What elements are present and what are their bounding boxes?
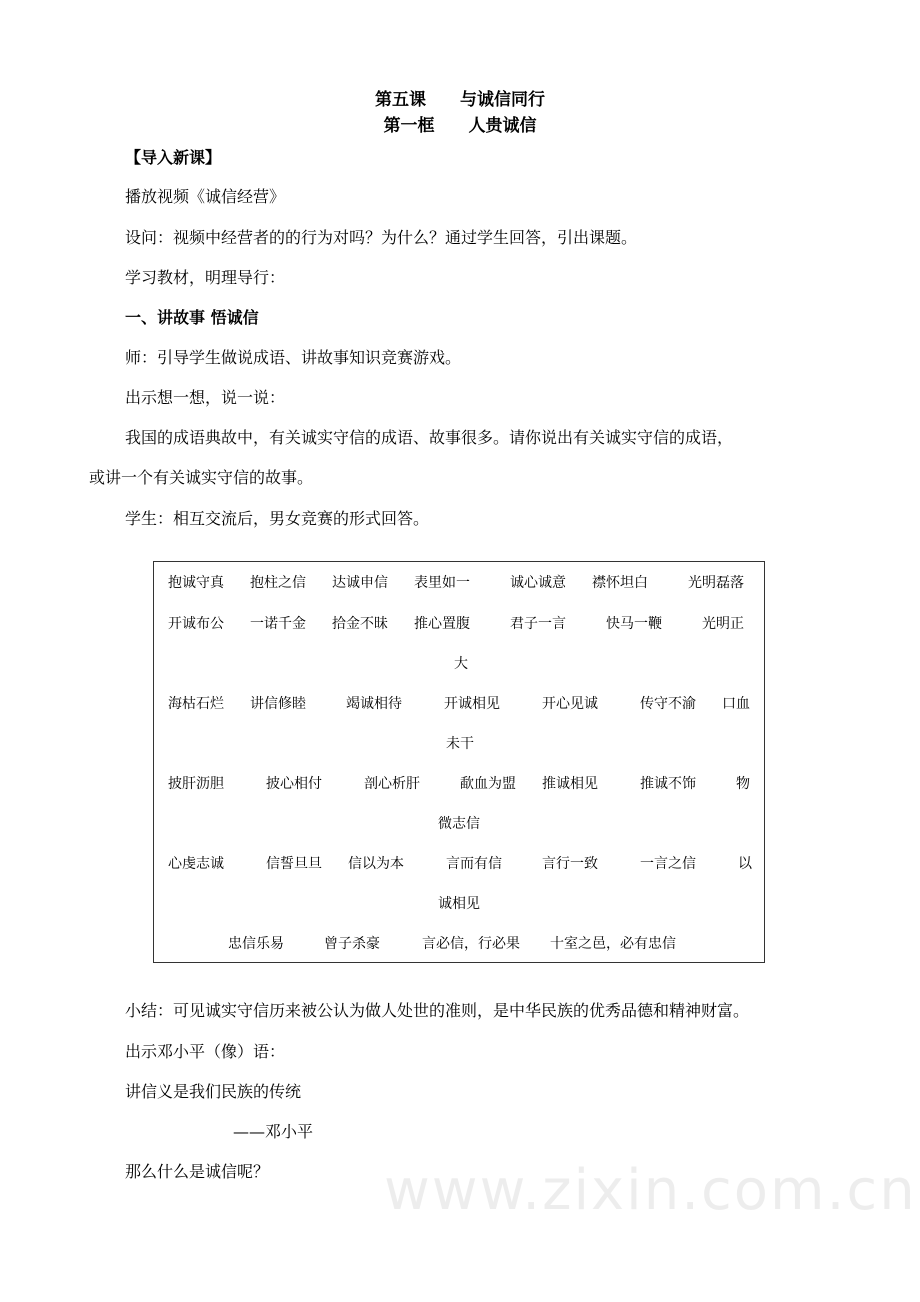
question-line: 设问：视频中经营者的的行为对吗？为什么？通过学生回答，引出课题。 bbox=[125, 228, 638, 247]
play-video-line: 播放视频《诚信经营》 bbox=[125, 187, 286, 206]
idiom-item: 曾子杀豪 bbox=[324, 936, 380, 952]
idiom-item: 一诺千金 bbox=[250, 616, 306, 632]
idiom-item: 以 bbox=[738, 856, 752, 872]
teacher-line: 师：引导学生做说成语、讲故事知识竞赛游戏。 bbox=[125, 348, 462, 367]
idiom-item: 一言之信 bbox=[640, 856, 696, 872]
idiom-item: 光明磊落 bbox=[688, 575, 744, 591]
show-think-line: 出示想一想，说一说： bbox=[125, 388, 286, 407]
quote-line: 讲信义是我们民族的传统 bbox=[125, 1082, 302, 1101]
idiom-item: 拾金不昧 bbox=[332, 616, 388, 632]
idiom-item: 开诚布公 bbox=[168, 616, 224, 632]
idiom-item: 襟怀坦白 bbox=[592, 575, 648, 591]
idiom-item: 抱柱之信 bbox=[250, 575, 306, 591]
idiom-item: 剖心析肝 bbox=[364, 776, 420, 792]
idiom-item: 海枯石烂 bbox=[168, 696, 224, 712]
idiom-item: 十室之邑，必有忠信 bbox=[550, 936, 676, 952]
idiom-item: 披肝沥胆 bbox=[168, 776, 224, 792]
idiom-item: 君子一言 bbox=[510, 616, 566, 632]
paragraph-line-2: 或讲一个有关诚实守信的故事。 bbox=[89, 468, 314, 487]
idiom-item: 推诚相见 bbox=[542, 776, 598, 792]
question-2-line: 那么什么是诚信呢？ bbox=[125, 1162, 270, 1181]
idiom-item: 诚心诚意 bbox=[510, 575, 566, 591]
paragraph-line-1: 我国的成语典故中，有关诚实守信的成语、故事很多。请你说出有关诚实守信的成语， bbox=[125, 428, 734, 447]
study-line: 学习教材，明理导行： bbox=[125, 268, 286, 287]
idiom-item: 信誓旦旦 bbox=[266, 856, 322, 872]
idiom-item: 开心见诚 bbox=[542, 696, 598, 712]
summary-line: 小结：可见诚实守信历来被公认为做人处世的准则，是中华民族的优秀品德和精神财富。 bbox=[125, 1001, 750, 1020]
idiom-item: 披心相付 bbox=[266, 776, 322, 792]
idiom-item: 传守不渝 bbox=[640, 696, 696, 712]
idiom-item: 口血 bbox=[722, 696, 750, 712]
idiom-item: 表里如一 bbox=[414, 575, 470, 591]
idiom-item: 达诚申信 bbox=[332, 575, 388, 591]
idiom-item: 光明正 bbox=[702, 616, 744, 632]
idiom-item: 抱诚守真 bbox=[168, 575, 224, 591]
idiom-item: 信以为本 bbox=[348, 856, 404, 872]
idiom-item: 歃血为盟 bbox=[460, 776, 516, 792]
section-heading-1: 一、讲故事 悟诚信 bbox=[125, 308, 259, 327]
idiom-item: 讲信修睦 bbox=[250, 696, 306, 712]
idiom-item: 言而有信 bbox=[446, 856, 502, 872]
idiom-item: 言必信，行必果 bbox=[422, 936, 520, 952]
show-deng-line: 出示邓小平（像）语： bbox=[125, 1042, 286, 1061]
idiom-item: 言行一致 bbox=[542, 856, 598, 872]
idiom-item: 推诚不饰 bbox=[640, 776, 696, 792]
idiom-item: 竭诚相待 bbox=[346, 696, 402, 712]
idiom-wrap: 微志信 bbox=[438, 816, 480, 832]
idiom-item: 开诚相见 bbox=[444, 696, 500, 712]
students-line: 学生：相互交流后，男女竞赛的形式回答。 bbox=[125, 509, 430, 528]
idiom-item: 心虔志诚 bbox=[168, 856, 224, 872]
idiom-item: 忠信乐易 bbox=[228, 936, 284, 952]
idiom-item: 推心置腹 bbox=[414, 616, 470, 632]
idiom-wrap: 诚相见 bbox=[438, 896, 480, 912]
intro-heading: 【导入新课】 bbox=[125, 148, 222, 167]
idiom-item: 物 bbox=[736, 776, 750, 792]
section-title: 第一框 人贵诚信 bbox=[383, 116, 537, 136]
idiom-wrap: 未干 bbox=[446, 736, 474, 752]
quote-attribution: ——邓小平 bbox=[233, 1122, 314, 1141]
idiom-wrap: 大 bbox=[454, 656, 468, 672]
lesson-title: 第五课 与诚信同行 bbox=[375, 90, 545, 110]
idiom-item: 快马一鞭 bbox=[606, 616, 662, 632]
watermark: www.zixin.com.cn bbox=[384, 1158, 917, 1223]
